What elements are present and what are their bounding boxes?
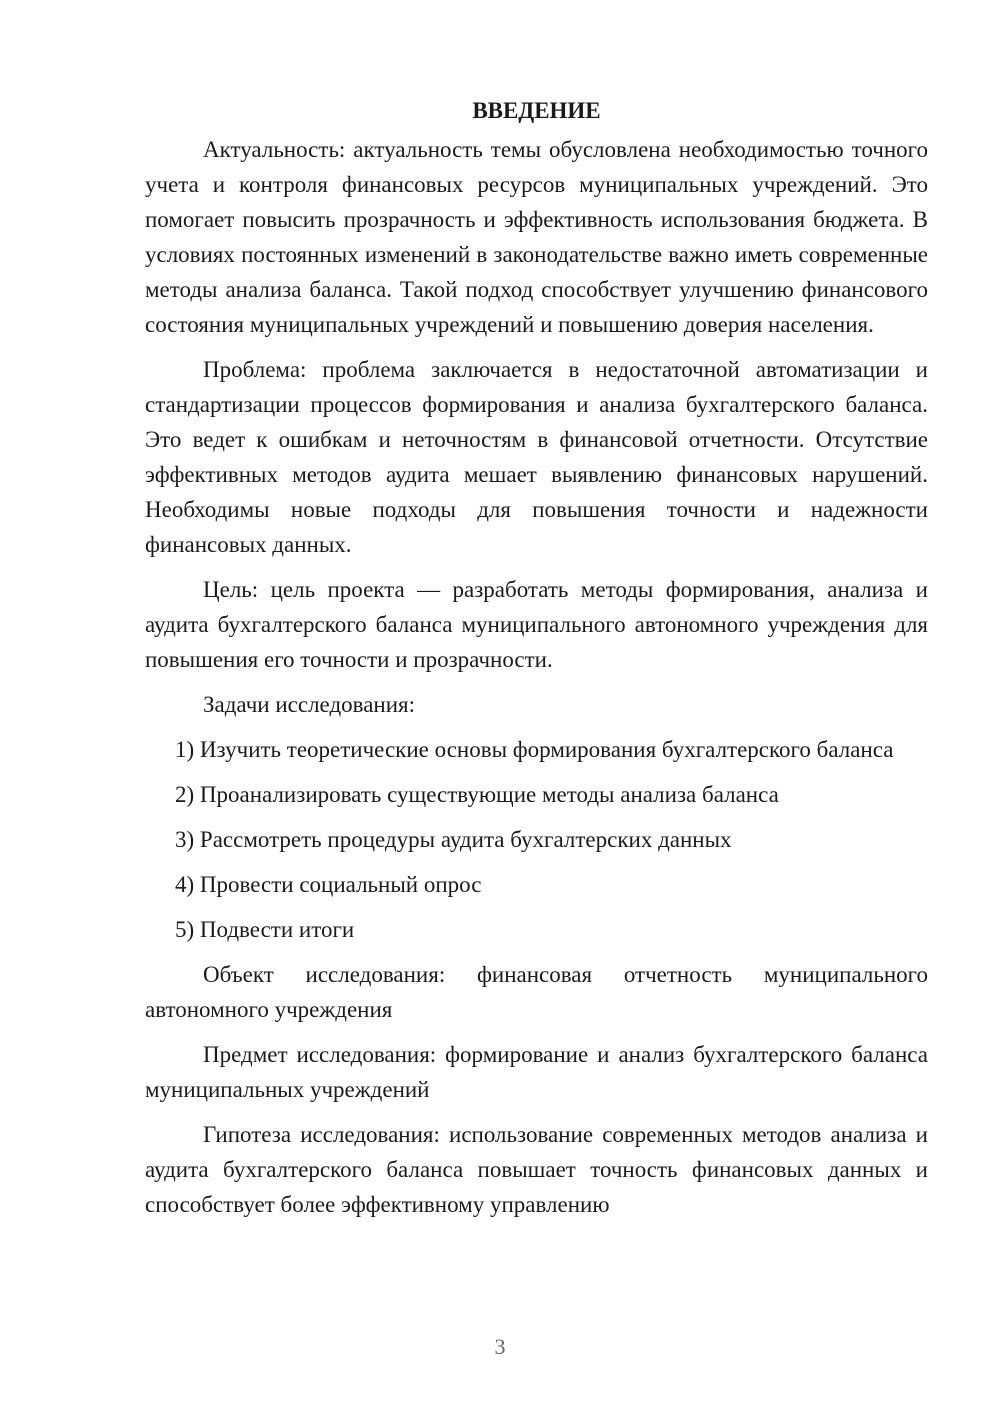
list-item: 3) Рассмотреть процедуры аудита бухгалтерских данных	[175, 827, 732, 852]
page-title: ВВЕДЕНИЕ	[472, 98, 601, 123]
tasks-list	[145, 732, 928, 947]
list-item: 4) Провести социальный опрос	[175, 872, 482, 897]
tasks-label: Задачи исследования:	[203, 692, 416, 717]
page-number: 3	[494, 1334, 506, 1359]
paragraph-relevance: Актуальность: актуальность темы обусловлена необходимостью точного учета и контроля финансовых ресурсов муниципальных учреждений. Это помогает повысить прозрачность и эффективность использования бюджета. В условиях постоянных изменений в законодательстве важно иметь современные методы анализа баланса. Такой подход способствует улучшению финансового состояния муниципальных учреждений и повышению доверия населения.	[145, 137, 928, 337]
paragraph-subject: Предмет исследования: формирование и анализ бухгалтерского баланса муниципальных учреждений	[145, 1042, 928, 1102]
list-item: 2) Проанализировать существующие методы анализа баланса	[175, 782, 779, 807]
paragraph-problem: Проблема: проблема заключается в недостаточной автоматизации и стандартизации процессов формирования и анализа бухгалтерского баланса. Это ведет к ошибкам и неточностям в финансовой отчетности. Отсутствие эффективных методов аудита мешает выявлению финансовых нарушений. Необходимы новые подходы для повышения точности и надежности финансовых данных.	[145, 357, 928, 557]
list-item: 1) Изучить теоретические основы формирования бухгалтерского баланса	[175, 737, 894, 762]
page-content	[145, 96, 928, 1232]
list-item: 5) Подвести итоги	[175, 917, 355, 942]
paragraph-object: Объект исследования: финансовая отчетность муниципального автономного учреждения	[145, 962, 928, 1022]
paragraph-hypothesis: Гипотеза исследования: использование современных методов анализа и аудита бухгалтерского баланса повышает точность финансовых данных и способствует более эффективному управлению	[145, 1122, 928, 1217]
paragraph-goal: Цель: цель проекта — разработать методы формирования, анализа и аудита бухгалтерского баланса муниципального автономного учреждения для повышения его точности и прозрачности.	[145, 577, 928, 672]
